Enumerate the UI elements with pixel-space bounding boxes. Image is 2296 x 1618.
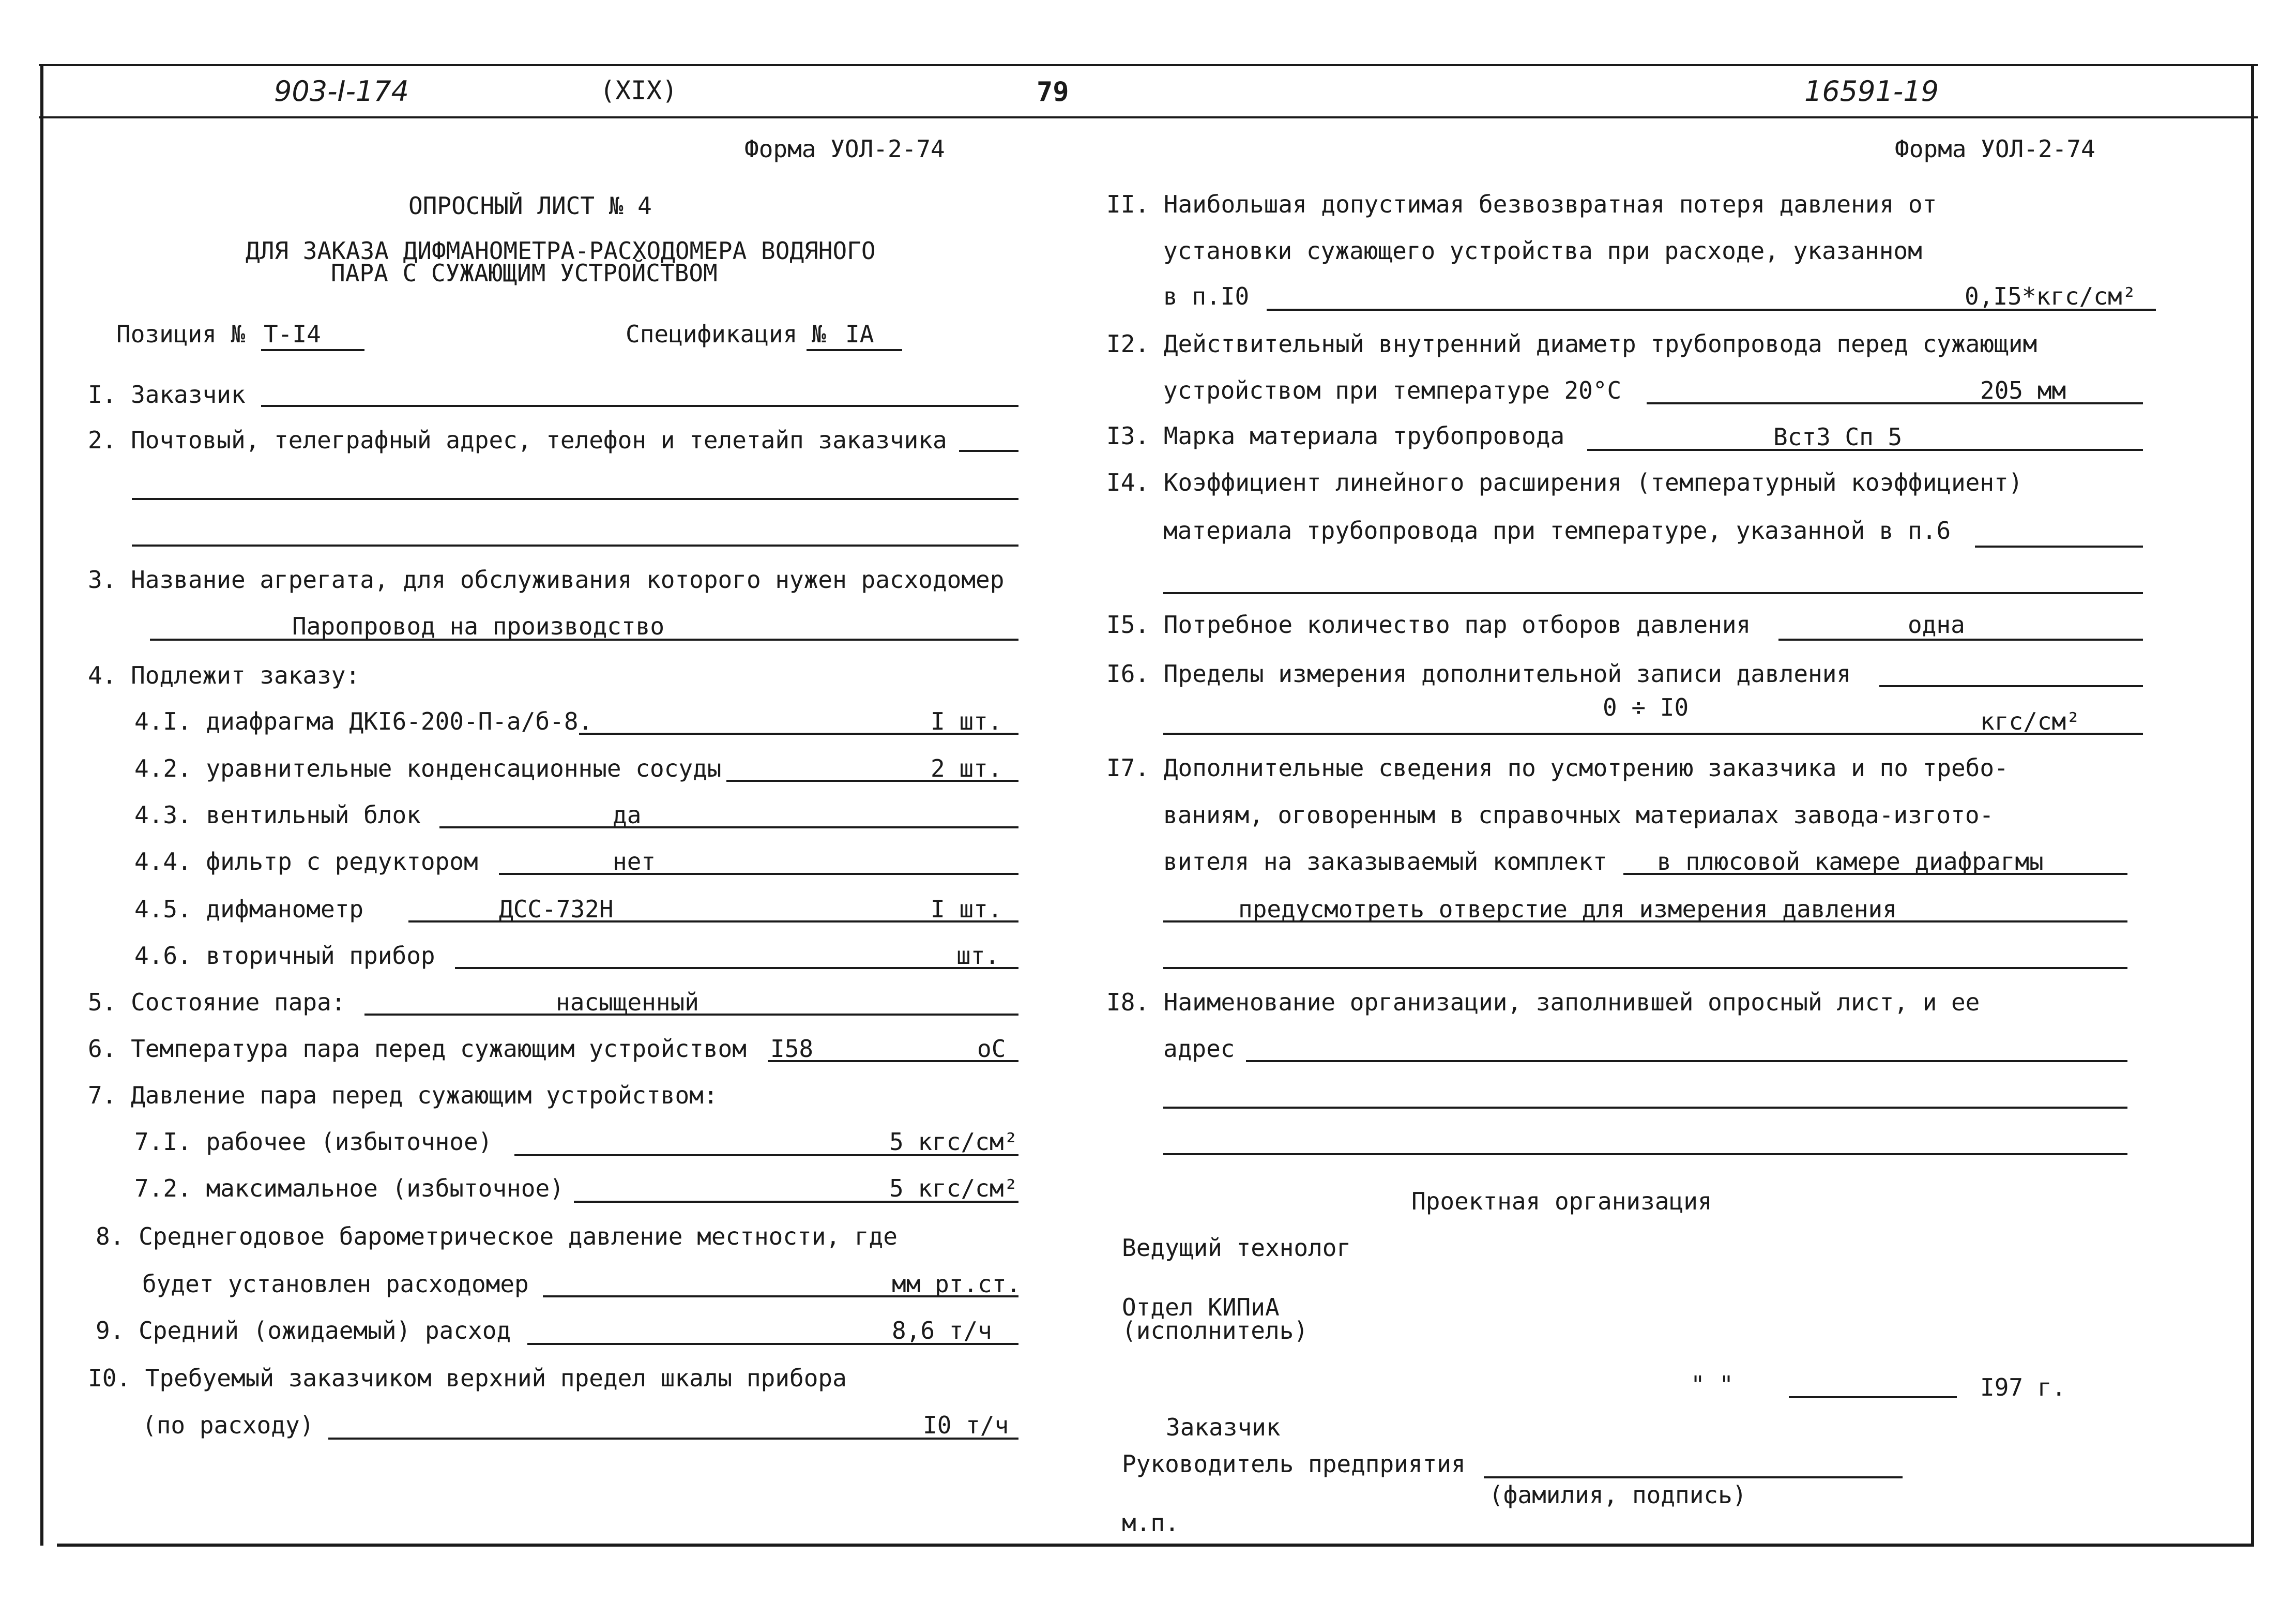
questionnaire-subtitle-2: ПАРА С СУЖАЮЩИМ УСТРОЙСТВОМ — [331, 259, 718, 287]
item-12-value: 205 мм — [1980, 376, 2066, 404]
item-17-line-b — [1163, 920, 2127, 923]
item-11-line — [1267, 309, 2156, 311]
frame-right-line — [2251, 64, 2254, 1546]
item-7-pressure: 7. Давление пара перед сужающим устройством: — [88, 1081, 718, 1109]
archive-number: 16591-19 — [1804, 75, 1939, 108]
item-4-6-unit: шт. — [956, 942, 1000, 970]
frame-bottom-line — [57, 1544, 2254, 1547]
item-18-organization-1: I8. Наименование организации, заполнившей опросный лист, и ее — [1106, 988, 1980, 1016]
item-8-line — [543, 1295, 1018, 1297]
item-4-3-line — [439, 826, 1018, 828]
item-5-steam-state: 5. Состояние пара: — [88, 988, 346, 1016]
item-2-address: 2. Почтовый, телеграфный адрес, телефон и телетайп заказчика — [88, 426, 947, 454]
questionnaire-subtitle-1: ДЛЯ ЗАКАЗА ДИФМАНОМЕТРА-РАСХОДОМЕРА ВОДЯНОГО — [246, 237, 876, 265]
item-4-3-value: да — [613, 801, 642, 829]
project-organization: Проектная организация — [1411, 1187, 1712, 1215]
item-13-value: Вст3 Сп 5 — [1773, 423, 1903, 451]
item-7-2-value: 5 кгс/см² — [889, 1174, 1018, 1202]
item-8-barometric-2: будет установлен расходомер — [142, 1270, 529, 1298]
item-16-unit: кгс/см² — [1980, 707, 2080, 735]
item-16-line-b — [1163, 733, 2143, 735]
item-10-upper-limit-1: I0. Требуемый заказчиком верхний предел шкалы прибора — [88, 1364, 847, 1392]
item-6-temperature: 6. Температура пара перед сужающим устройством — [88, 1035, 747, 1063]
item-12-diameter-1: I2. Действительный внутренний диаметр трубопровода перед сужающим — [1106, 330, 2037, 358]
item-7-2-line — [574, 1201, 1018, 1203]
item-18-line-b — [1163, 1107, 2127, 1109]
item-4-6-secondary: 4.6. вторичный прибор — [134, 942, 435, 970]
spec-underline — [807, 349, 902, 351]
frame-top-line — [39, 64, 2258, 66]
item-4-4-line — [499, 873, 1018, 875]
item-4-5-line — [408, 920, 1018, 923]
item-17-extra-3: вителя на заказываемый комплект — [1163, 848, 1607, 875]
item-1-customer: I. Заказчик — [88, 381, 246, 409]
form-label-left: Форма УОЛ-2-74 — [744, 135, 945, 163]
item-1-line — [261, 405, 1018, 407]
signature-line — [1484, 1476, 1903, 1478]
item-9-line — [527, 1343, 1018, 1345]
item-4-5-diffmanometer: 4.5. дифманометр — [134, 895, 364, 923]
item-7-1-working: 7.I. рабочее (избыточное) — [134, 1128, 493, 1156]
item-15-value: одна — [1908, 611, 1965, 639]
item-14-coef-1: I4. Коэффициент линейного расширения (температурный коэффициент) — [1106, 468, 2023, 496]
item-11-value: 0,I5*кгс/см² — [1965, 282, 2137, 310]
doc-code: 903-I-174 — [274, 75, 409, 108]
header-bottom-line — [39, 116, 2258, 118]
item-4-1-diaphragm: 4.I. диафрагма ДКI6-200-П-а/б-8. — [134, 707, 593, 735]
item-4-5-value: ДСС-732Н — [499, 895, 614, 923]
item-10-value: I0 т/ч — [923, 1411, 1009, 1439]
item-17-value-1: в плюсовой камере диафрагмы — [1657, 848, 2044, 875]
item-4-6-line — [455, 967, 1018, 969]
item-11-loss-3: в п.I0 — [1163, 282, 1250, 310]
item-4-2-vessels: 4.2. уравнительные конденсационные сосуды — [134, 754, 722, 782]
customer-label: Заказчик — [1166, 1413, 1281, 1441]
item-14-line-b — [1163, 592, 2143, 594]
item-17-extra-2: ваниям, оговоренным в справочных материалах завода-изгото- — [1163, 801, 1994, 829]
item-4-5-unit: I шт. — [931, 895, 1002, 923]
form-label-right: Форма УОЛ-2-74 — [1895, 135, 2095, 163]
item-14-coef-2: материала трубопровода при температуре, указанной в п.6 — [1163, 517, 1951, 545]
item-4-order: 4. Подлежит заказу: — [88, 661, 360, 689]
item-4-4-filter: 4.4. фильтр с редуктором — [134, 848, 478, 875]
item-9-value: 8,6 т/ч — [892, 1317, 992, 1344]
item-18-line-a — [1246, 1060, 2127, 1062]
item-16-range: I6. Пределы измерения дополнительной записи давления — [1106, 660, 1851, 688]
item-18-organization-2: адрес — [1163, 1035, 1235, 1063]
item-5-line — [364, 1014, 1018, 1016]
item-16-line-a — [1879, 685, 2143, 687]
item-2-line-a — [959, 450, 1018, 452]
item-15-line — [1778, 639, 2143, 641]
item-3-line — [150, 639, 1018, 641]
item-8-unit: мм рт.ст. — [892, 1270, 1021, 1298]
spec-value: IA — [845, 320, 874, 348]
item-3-unit-name: 3. Название агрегата, для обслуживания которого нужен расходомер — [88, 566, 1005, 594]
item-11-loss-2: установки сужающего устройства при расходе, указанном — [1163, 237, 1922, 265]
item-13-line — [1587, 449, 2143, 451]
frame-left-line — [40, 64, 43, 1546]
item-17-line-a — [1623, 873, 2127, 875]
item-4-3-valve-block: 4.3. вентильный блок — [134, 801, 421, 829]
item-10-line — [328, 1438, 1018, 1440]
item-6-value: I58 — [770, 1035, 814, 1063]
item-6-unit: оС — [977, 1035, 1006, 1063]
item-17-value-2: предусмотреть отверстие для измерения давления — [1238, 895, 1897, 923]
item-18-line-c — [1163, 1153, 2127, 1155]
date-line — [1789, 1396, 1957, 1398]
questionnaire-title: ОПРОСНЫЙ ЛИСТ № 4 — [408, 192, 652, 220]
item-4-1-line — [579, 733, 1018, 735]
item-4-4-value: нет — [613, 848, 656, 875]
signature-hint: (фамилия, подпись) — [1489, 1481, 1747, 1509]
item-17-line-c — [1163, 967, 2127, 969]
item-5-value: насыщенный — [556, 988, 699, 1016]
stamp-label: м.п. — [1122, 1509, 1179, 1537]
item-4-1-value: I шт. — [931, 707, 1002, 735]
item-12-diameter-2: устройством при температуре 20°С — [1163, 376, 1622, 404]
position-underline — [261, 349, 364, 351]
item-2-line-b — [132, 498, 1018, 500]
date-year: I97 г. — [1980, 1373, 2066, 1401]
item-10-upper-limit-2: (по расходу) — [142, 1411, 314, 1439]
position-value: Т-I4 — [264, 320, 321, 348]
item-14-line-a — [1975, 546, 2143, 548]
position-label: Позиция № — [116, 320, 246, 348]
item-7-1-line — [514, 1154, 1018, 1156]
item-16-value: 0 ÷ I0 — [1603, 693, 1689, 721]
lead-technologist: Ведущий технолог — [1122, 1234, 1351, 1262]
item-4-2-line — [726, 780, 1018, 782]
item-8-barometric-1: 8. Среднегодовое барометрическое давление местности, где — [96, 1222, 898, 1250]
department-line-1: Отдел КИПиА — [1122, 1293, 1280, 1321]
date-quotes: " " — [1691, 1371, 1734, 1399]
section-number: (XIX) — [600, 75, 678, 105]
item-9-flow: 9. Средний (ожидаемый) расход — [96, 1317, 511, 1344]
item-13-material: I3. Марка материала трубопровода — [1106, 422, 1565, 450]
item-3-value: Паропровод на производство — [292, 612, 665, 640]
page-number: 79 — [1037, 77, 1069, 108]
department-line-2: (исполнитель) — [1122, 1317, 1309, 1344]
spec-label: Спецификация № — [626, 320, 826, 348]
item-2-line-c — [132, 545, 1018, 547]
director-label: Руководитель предприятия — [1122, 1450, 1466, 1478]
item-4-2-value: 2 шт. — [931, 754, 1002, 782]
item-6-line — [768, 1060, 1018, 1062]
item-11-loss-1: II. Наибольшая допустимая безвозвратная потеря давления от — [1106, 190, 1937, 218]
item-7-1-value: 5 кгс/см² — [889, 1128, 1018, 1156]
item-17-extra-1: I7. Дополнительные сведения по усмотрению заказчика и по требо- — [1106, 754, 2009, 782]
item-15-taps: I5. Потребное количество пар отборов давления — [1106, 611, 1751, 639]
item-7-2-max: 7.2. максимальное (избыточное) — [134, 1174, 564, 1202]
item-12-line — [1647, 402, 2143, 404]
